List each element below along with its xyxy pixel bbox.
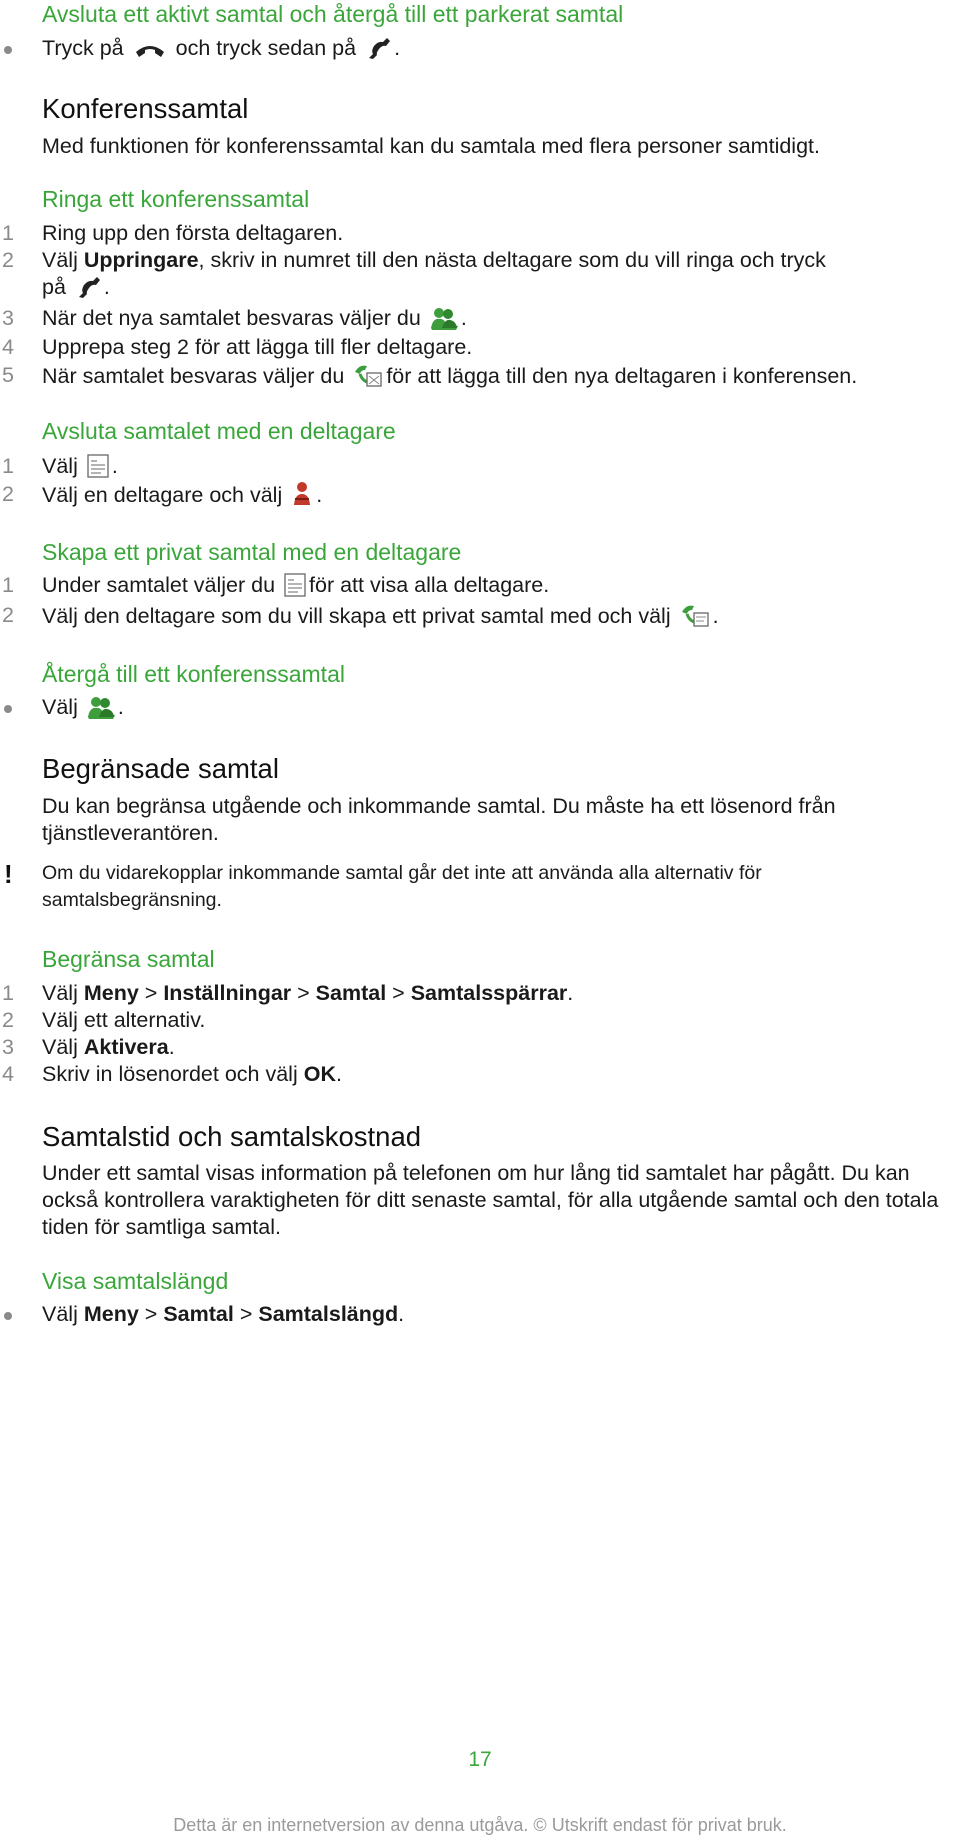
warning-icon: ! bbox=[4, 859, 13, 889]
step-number: 3 bbox=[2, 306, 14, 330]
step-number: 4 bbox=[2, 1062, 14, 1086]
list-item: 3 Välj Aktivera. bbox=[2, 1035, 175, 1059]
menu-term: Inställningar bbox=[163, 981, 292, 1005]
bullet-item: Välj . bbox=[0, 694, 960, 721]
menu-term: Meny bbox=[83, 1302, 139, 1326]
join-conference-icon bbox=[87, 695, 115, 719]
subheading-restrict-calls: Begränsa samtal bbox=[42, 946, 215, 972]
warning-note-text: Om du vidarekopplar inkommande samtal går det inte att använda alla alternativ för samtalsbegränsning. bbox=[42, 862, 762, 911]
private-call-icon bbox=[680, 602, 710, 628]
list-item: 2 Välj Uppringare, skriv in numret till den nästa deltagare som du vill ringa och tryck på . bbox=[2, 248, 826, 299]
warning-note bbox=[0, 860, 960, 914]
step-number: 2 bbox=[2, 248, 14, 272]
step-number: 2 bbox=[2, 603, 14, 627]
page-number: 17 bbox=[468, 1748, 492, 1771]
step-number: 2 bbox=[2, 482, 14, 506]
list-item: 2 Välj en deltagare och välj . bbox=[2, 482, 323, 507]
step-number: 3 bbox=[2, 1035, 14, 1059]
subheading-end-participant: Avsluta samtalet med en deltagare bbox=[42, 418, 396, 444]
menu-term: Samtal bbox=[315, 981, 387, 1005]
subheading-return-conference: Återgå till ett konferenssamtal bbox=[42, 661, 345, 687]
footer-text: Detta är en internetversion av denna utgåva. © Utskrift endast för privat bruk. bbox=[173, 1815, 787, 1835]
step-number: 2 bbox=[2, 1008, 14, 1032]
duration-intro: Under ett samtal visas information på telefonen om hur lång tid samtalet har pågått. Du kan också kontrollera varaktigheten för ditt senaste samtal, för alla utgående samtal och den totala tiden för samtliga samtal. bbox=[42, 1161, 939, 1239]
restrict-calls-section bbox=[0, 945, 960, 973]
end-active-call-section bbox=[0, 0, 960, 28]
bullet-dot bbox=[4, 1312, 12, 1320]
call-icon bbox=[75, 277, 101, 299]
heading-conference: Konferenssamtal bbox=[42, 93, 249, 124]
list-item: 4 Upprepa steg 2 för att lägga till fler deltagare. bbox=[2, 335, 473, 359]
call-icon bbox=[365, 38, 391, 60]
menu-term: Aktivera bbox=[83, 1035, 169, 1059]
bullet-dot bbox=[4, 46, 12, 54]
subheading-ring-conference: Ringa ett konferenssamtal bbox=[42, 186, 310, 212]
subheading-end-active-call: Avsluta ett aktivt samtal och återgå till ett parkerat samtal bbox=[42, 1, 624, 27]
heading-call-duration: Samtalstid och samtalskostnad bbox=[42, 1121, 422, 1152]
conference-intro-block bbox=[0, 133, 960, 160]
return-conference-section bbox=[0, 660, 960, 688]
step-number: 1 bbox=[2, 221, 14, 245]
list-item: 3 När det nya samtalet besvaras väljer du . bbox=[2, 306, 467, 330]
restricted-heading-block bbox=[0, 753, 960, 785]
menu-term-uppringare: Uppringare bbox=[83, 248, 199, 272]
ring-conference-section bbox=[0, 185, 960, 213]
bullet-item: Tryck på och tryck sedan på . bbox=[0, 35, 960, 62]
participants-list-icon bbox=[87, 454, 109, 478]
end-call-icon bbox=[133, 40, 167, 60]
conference-intro: Med funktionen för konferenssamtal kan du samtala med flera personer samtidigt. bbox=[42, 134, 820, 158]
list-item: 2 Välj ett alternativ. bbox=[2, 1008, 206, 1032]
list-item: 2 Välj den deltagare som du vill skapa ett privat samtal med och välj . bbox=[2, 603, 719, 628]
participants-list-icon bbox=[284, 573, 306, 597]
duration-heading-block bbox=[0, 1121, 960, 1153]
end-participant-section bbox=[0, 417, 960, 445]
restricted-intro-block bbox=[0, 793, 960, 847]
bullet-dot bbox=[4, 705, 12, 713]
private-call-section bbox=[0, 538, 960, 566]
step-number: 4 bbox=[2, 335, 14, 359]
duration-intro-block bbox=[0, 1160, 960, 1241]
restricted-intro: Du kan begränsa utgående och inkommande samtal. Du måste ha ett lösenord från tjänstleverantören. bbox=[42, 794, 836, 845]
list-item: 1 Ring upp den första deltagaren. bbox=[2, 221, 344, 245]
menu-term: Samtalsspärrar bbox=[410, 981, 568, 1005]
step-number: 1 bbox=[2, 454, 14, 478]
add-participant-icon bbox=[353, 362, 383, 388]
menu-term: Samtal bbox=[163, 1302, 234, 1326]
list-item: 1 Under samtalet väljer du för att visa alla deltagare. bbox=[2, 573, 550, 597]
subheading-show-duration: Visa samtalslängd bbox=[42, 1268, 229, 1294]
list-item: 1 Välj Meny > Inställningar > Samtal > Samtalsspärrar. bbox=[2, 981, 574, 1005]
step-number: 1 bbox=[2, 981, 14, 1005]
list-item: 4 Skriv in lösenordet och välj OK. bbox=[2, 1062, 342, 1086]
bullet-item: Välj Meny > Samtal > Samtalslängd. bbox=[0, 1301, 960, 1328]
menu-term: Samtalslängd bbox=[258, 1302, 399, 1326]
list-item: 1 Välj . bbox=[2, 454, 118, 478]
show-duration-section bbox=[0, 1267, 960, 1295]
conference-heading-block bbox=[0, 93, 960, 125]
menu-term: OK bbox=[303, 1062, 336, 1086]
list-item: 5 När samtalet besvaras väljer du för att lägga till den nya deltagaren i konferensen. bbox=[2, 363, 858, 388]
release-participant-icon bbox=[291, 481, 313, 507]
step-number: 5 bbox=[2, 363, 14, 387]
join-conference-icon bbox=[430, 306, 458, 330]
menu-term: Meny bbox=[83, 981, 139, 1005]
heading-restricted-calls: Begränsade samtal bbox=[42, 753, 279, 784]
subheading-private-call: Skapa ett privat samtal med en deltagare bbox=[42, 539, 462, 565]
step-number: 1 bbox=[2, 573, 14, 597]
